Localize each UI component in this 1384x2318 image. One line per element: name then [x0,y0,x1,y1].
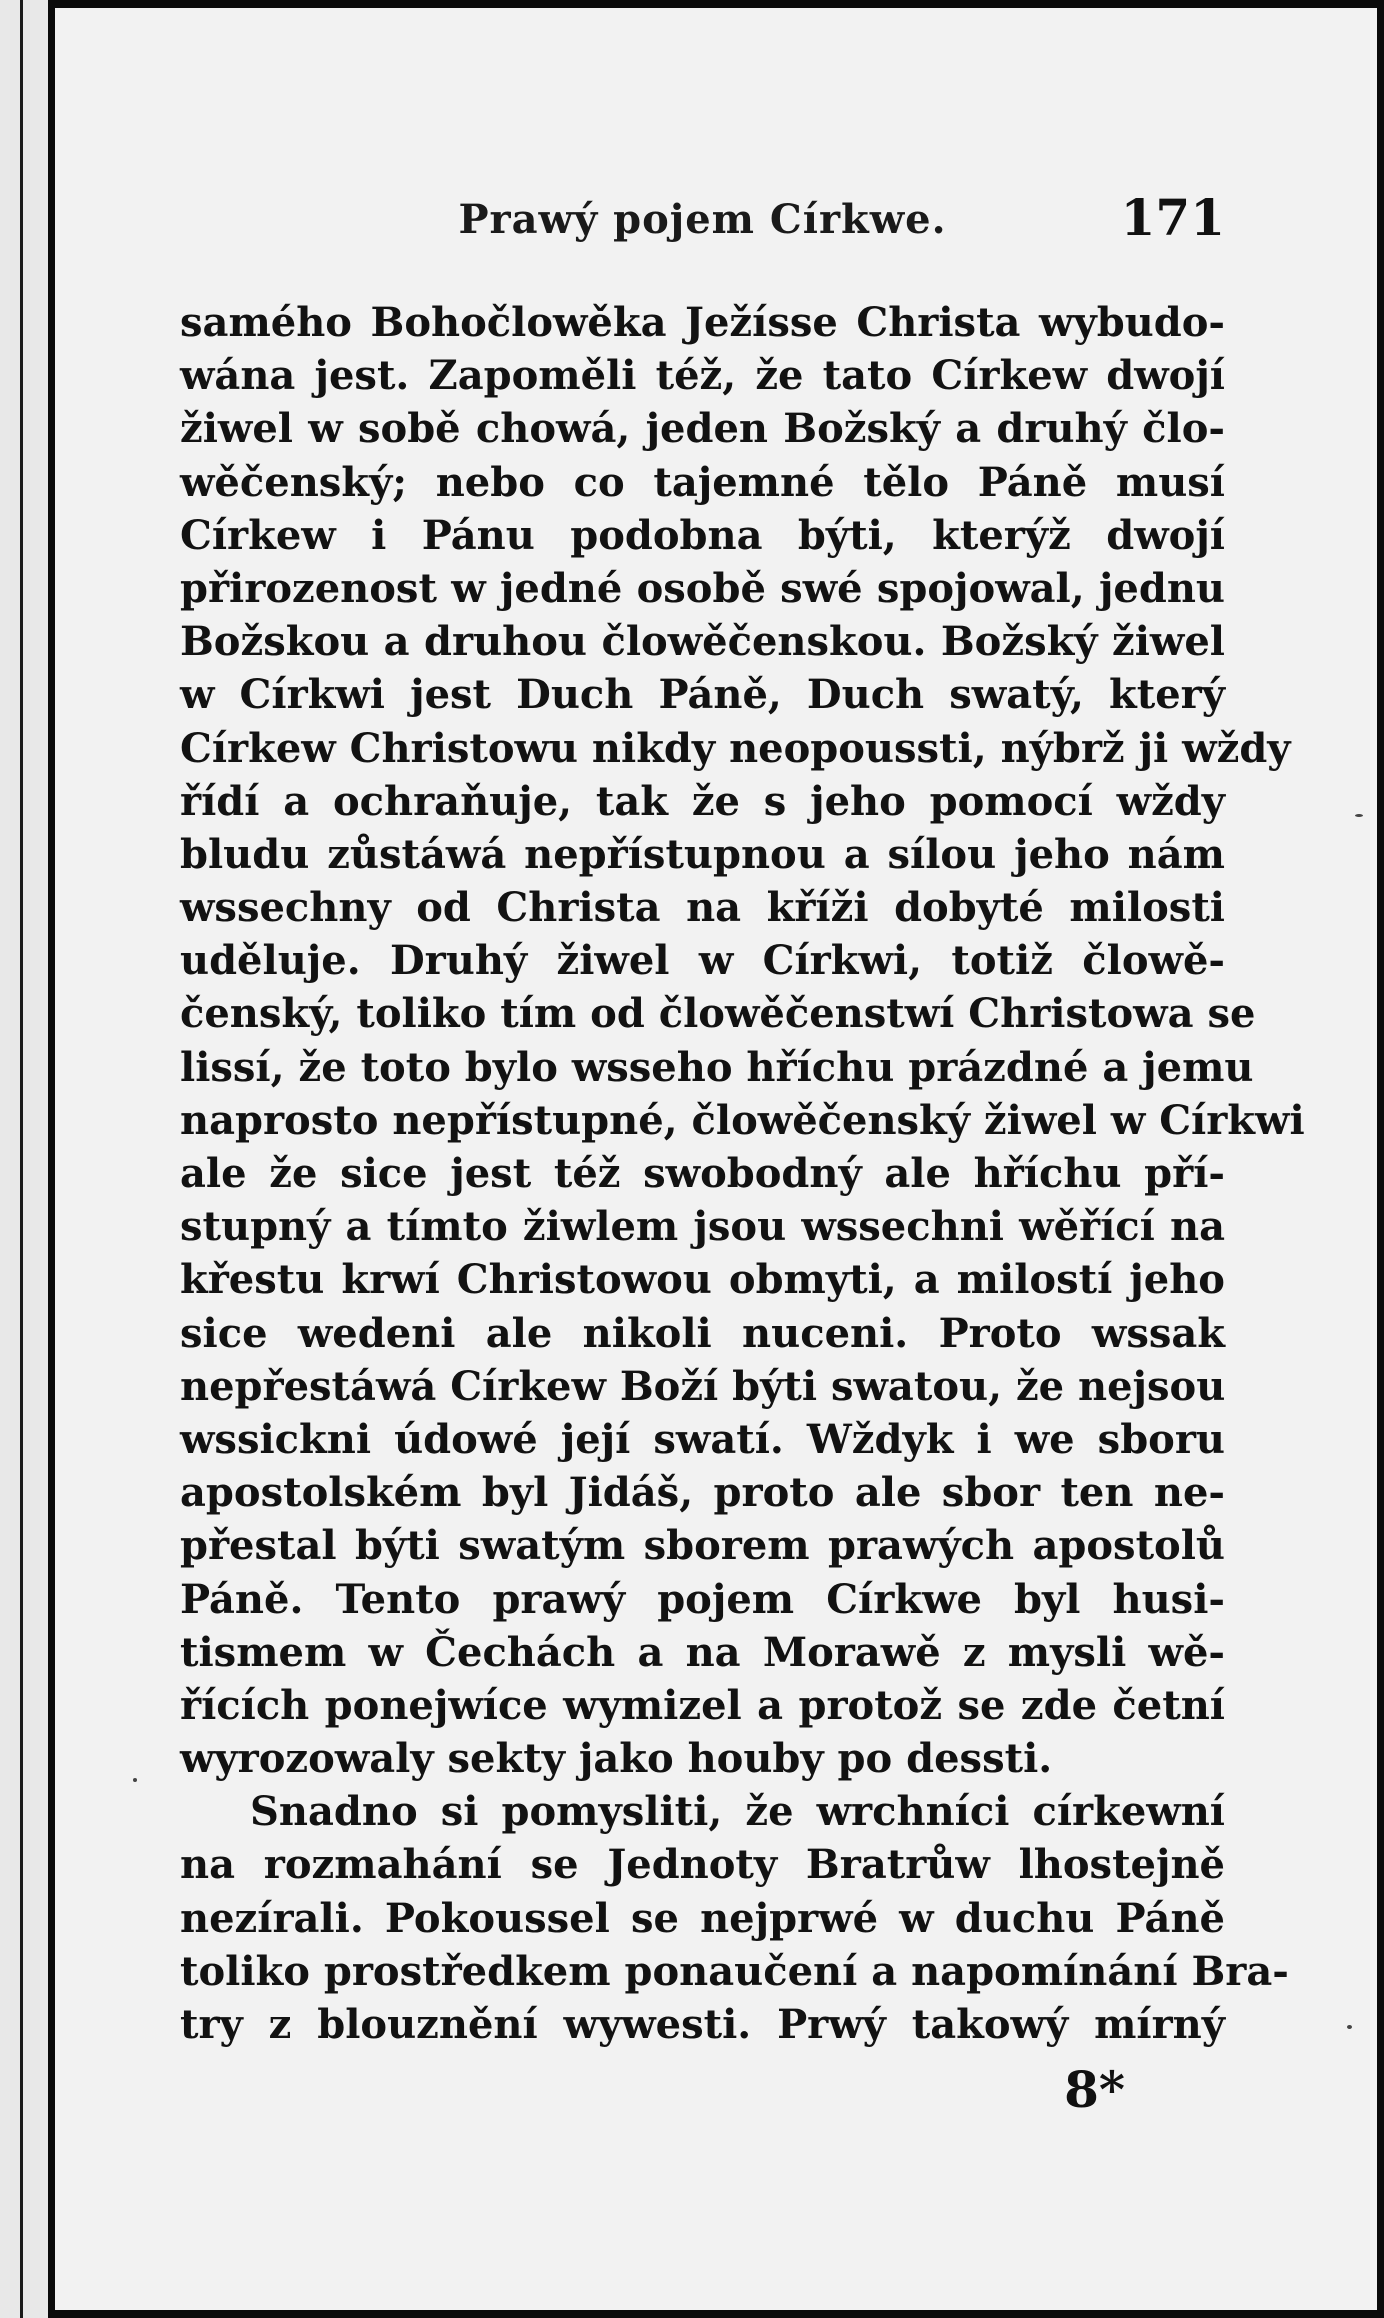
text-line: křestu krwí Christowou obmyti, a milostí jeho [180,1256,1225,1304]
book-page [55,8,1377,2310]
page-content [180,8,1305,2310]
print-speck [1355,814,1363,817]
text-line: lissí, že toto bylo wsseho hříchu prázdné a jemu [180,1043,1254,1091]
text-line: wěčenský; nebo co tajemné tělo Páně musí [180,458,1225,506]
text-line: tismem w Čechách a na Morawě z mysli wě- [180,1628,1225,1676]
text-line: Snadno si pomysliti, že wrchníci církewní [250,1788,1225,1836]
text-line: toliko prostředkem ponaučení a napomínání Bra- [180,1947,1289,1995]
page-header [180,188,1225,256]
text-line: wssickni údowé její swatí. Wždyk i we sboru [180,1415,1225,1463]
text-line: Páně. Tento prawý pojem Církwe byl husi- [180,1575,1225,1623]
text-line: přestal býti swatým sborem prawých apostolů [180,1522,1225,1570]
text-line: apostolském byl Jidáš, proto ale sbor ten ne- [180,1469,1225,1517]
paragraph [180,296,1305,1785]
text-line: naprosto nepřístupné, člowěčenský žiwel w Církwi [180,1096,1305,1144]
text-line: try z blouznění wywesti. Prwý takowý mírný [180,2001,1225,2048]
text-line: nepřestáwá Církew Boží býti swatou, že nejsou [180,1362,1226,1410]
text-line: přirozenost w jedné osobě swé spojowal, jednu [180,564,1225,612]
text-line: nezírali. Pokoussel se nejprwé w duchu Páně [180,1894,1225,1942]
paragraph [180,1785,1289,2051]
text-line: wyrozowaly sekty jako houby po dessti. [180,1735,1053,1783]
text-line: bludu zůstáwá nepřístupnou a sílou jeho nám [180,830,1225,878]
text-line: wssechny od Christa na kříži dobyté milosti [180,884,1225,932]
page-border-line [20,0,23,2318]
page-number: 171 [1120,188,1225,247]
text-line: na rozmahání se Jednoty Bratrůw lhostejně [180,1841,1225,1889]
body-text [180,296,1305,2051]
text-line: Církew i Pánu podobna býti, kterýž dwojí [180,511,1225,559]
text-line: sice wedeni ale nikoli nuceni. Proto wssak [180,1309,1225,1357]
text-line: w Církwi jest Duch Páně, Duch swatý, který [180,671,1225,719]
adjacent-page-edge [0,0,48,2318]
text-line: wána jest. Zapoměli též, že tato Církew dwojí [180,352,1225,400]
text-line: ale že sice jest též swobodný ale hříchu pří- [180,1150,1225,1197]
text-line: žiwel w sobě chowá, jeden Božský a druhý člo- [180,405,1225,453]
print-speck [1347,2025,1352,2029]
text-line: řídí a ochraňuje, tak že s jeho pomocí wždy [180,777,1225,825]
text-line: stupný a tímto žiwlem jsou wssechni wěřící na [180,1203,1225,1251]
text-line: samého Bohočlowěka Ježísse Christa wybudo- [180,299,1225,346]
text-line: Božskou a druhou člowěčenskou. Božský žiwel [180,618,1225,666]
text-line: Církew Christowu nikdy neopoussti, nýbrž ji wždy [180,724,1291,772]
text-line: čenský, toliko tím od člowěčenstwí Christowa se [180,990,1256,1038]
text-line: řících ponejwíce wymizel a protož se zde četní [180,1681,1225,1729]
print-speck [133,1778,137,1782]
running-title: Prawý pojem Církwe. [458,196,947,243]
text-line: uděluje. Druhý žiwel w Církwi, totiž člowě- [180,937,1225,985]
signature-mark: 8* [1064,2060,1125,2119]
